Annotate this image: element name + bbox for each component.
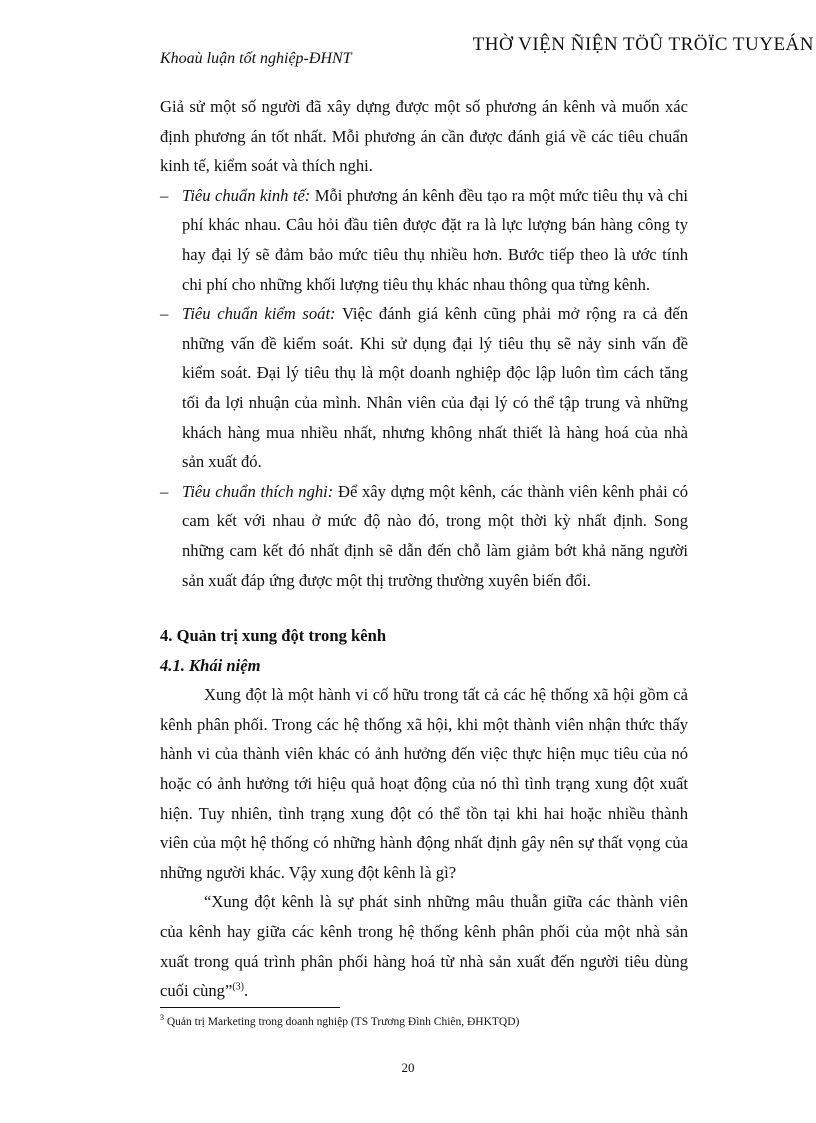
footnote-mark: 3	[160, 1013, 164, 1023]
bullet-text: Việc đánh giá kênh cũng phải mở rộng ra cả đến những vấn đề kiểm soát. Khi sử dụng đại lý tiêu thụ sẽ nảy sinh vấn đề kiểm soát. Đại lý tiêu thụ là một doanh nghiệp độc lập luôn tìm cách tăng tối đa lợi nhuận của mình. Nhân viên của đại lý có thể tập trung và những khách hàng mua nhiều nhất, nhưng không nhất thiết là hàng hoá của nhà sản xuất đó.	[182, 304, 688, 472]
footnote	[160, 1013, 520, 1028]
bullet-term: Tiêu chuẩn kiểm soát:	[182, 304, 336, 324]
quote-paragraph	[160, 887, 688, 1005]
bullet-economic	[160, 181, 688, 299]
bullet-adaptive	[160, 477, 688, 595]
bullet-text: Để xây dựng một kênh, các thành viên kênh phải có cam kết với nhau ở mức độ nào đó, trong một thời kỳ nhất định. Song những cam kết đó nhất định sẽ dẫn đến chỗ làm giảm bớt khả năng người sản xuất đáp ứng được một thị trường thường xuyên biến đổi.	[182, 481, 688, 590]
body-paragraph: Xung đột là một hành vi cố hữu trong tất cả các hệ thống xã hội gồm cả kênh phân phối. Trong các hệ thống xã hội, khi một thành viên nhận thức thấy hành vi của thành viên khác có ảnh hưởng đến việc thực hiện mục tiêu của nó hoặc có ảnh hưởng tới hiệu quả hoạt động của nó thì tình trạng xung đột xuất hiện. Tuy nhiên, tình trạng xung đột có thể tồn tại khi hai hoặc nhiều thành viên của một hệ thống có những hành động nhất định gây nên sự thất vọng của những người khác. Vậy xung đột kênh là gì?	[160, 685, 688, 882]
intro-paragraph: Giả sử một số người đã xây dựng được một số phương án kênh và muốn xác định phương án tốt nhất. Mỗi phương án cần được đánh giá về các tiêu chuẩn kinh tế, kiểm soát và thích nghi.	[160, 97, 688, 176]
quote-end: .	[244, 981, 249, 1001]
main-content	[160, 92, 688, 1006]
subsection-heading: 4.1. Khái niệm	[160, 655, 261, 675]
watermark-text: THỜ VIỆN ÑIỆN TÖÛ TRÖÏC TUYEÁN	[472, 34, 814, 55]
bullet-term: Tiêu chuẩn thích nghi:	[182, 481, 334, 501]
quote-reference: (3)	[232, 981, 245, 993]
footnote-divider	[160, 1007, 340, 1008]
dash-marker: –	[160, 304, 169, 324]
page-number: 20	[401, 1060, 415, 1075]
dash-marker: –	[160, 185, 169, 205]
bullet-text: Mỗi phương án kênh đều tạo ra một mức tiêu thụ và chi phí khác nhau. Câu hỏi đầu tiên được đặt ra là lực lượng bán hàng công ty hay đại lý sẽ đảm bảo mức tiêu thụ nhiều hơn. Bước tiếp theo là ước tính chi phí cho những khối lượng tiêu thụ khác nhau thông qua từng kênh.	[182, 185, 688, 294]
bullet-control	[160, 299, 688, 477]
quote-text: “Xung đột kênh là sự phát sinh những mâu thuẫn giữa các thành viên của kênh hay giữa các kênh trong hệ thống kênh phân phối của một nhà sản xuất trong quá trình phân phối hàng hoá từ nhà sản xuất đến người tiêu dùng cuối cùng”	[160, 892, 688, 1001]
dash-marker: –	[160, 481, 169, 501]
bullet-term: Tiêu chuẩn kinh tế:	[182, 185, 311, 205]
section-heading: 4. Quản trị xung đột trong kênh	[160, 626, 387, 646]
footnote-text: Quản trị Marketing trong doanh nghiệp (TS Trương Đình Chiên, ĐHKTQD)	[164, 1016, 520, 1028]
page-header: Khoaù luận tốt nghiệp-ĐHNT	[160, 50, 352, 67]
